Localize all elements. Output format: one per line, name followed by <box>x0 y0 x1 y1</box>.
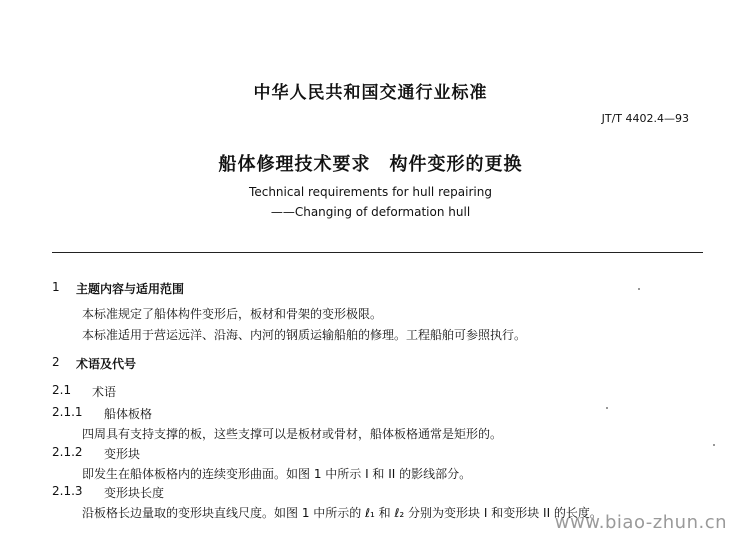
subsection-2-1-3-heading: 变形块长度 <box>104 486 165 500</box>
subsection-2-1-3-number: 2.1.3 <box>52 484 83 498</box>
section-1-heading: 主题内容与适用范围 <box>76 282 185 296</box>
subsection-2-1-heading: 术语 <box>92 385 117 399</box>
standard-organization: 中华人民共和国交通行业标准 <box>253 83 488 103</box>
section-1-paragraph-2: 本标准适用于营运远洋、沿海、内河的钢质运输船舶的修理。工程船舶可参照执行。 <box>82 328 527 342</box>
subsection-2-1-1-text: 四周具有支持支撑的板，这些支撑可以是板材或骨材，船体板格通常是矩形的。 <box>82 427 503 441</box>
header-divider <box>52 252 703 253</box>
scan-speck <box>606 407 608 409</box>
watermark: www.biao-zhun.cn <box>554 512 727 533</box>
scan-speck <box>713 444 715 446</box>
standard-code: JT/T 4402.4—93 <box>601 112 689 125</box>
subsection-2-1-2-heading: 变形块 <box>104 447 141 461</box>
section-2-number: 2 <box>52 355 60 369</box>
title-english-line1: Technical requirements for hull repairing <box>249 185 492 199</box>
section-1-paragraph-1: 本标准规定了船体构件变形后，板材和骨架的变形极限。 <box>82 307 383 321</box>
subsection-2-1-2-number: 2.1.2 <box>52 445 83 459</box>
title-chinese: 船体修理技术要求 构件变形的更换 <box>218 154 523 175</box>
subsection-2-1-number: 2.1 <box>52 383 72 397</box>
title-english-line2: ——Changing of deformation hull <box>270 205 471 219</box>
subsection-2-1-1-heading: 船体板格 <box>104 407 153 421</box>
section-1-number: 1 <box>52 280 60 294</box>
subsection-2-1-1-number: 2.1.1 <box>52 405 83 419</box>
subsection-2-1-3-text: 沿板格长边量取的变形块直线尺度。如图 1 中所示的 ℓ₁ 和 ℓ₂ 分别为变形块 I 和变形块 II 的长度。 <box>82 506 602 520</box>
section-2-heading: 术语及代号 <box>76 357 137 371</box>
scan-speck <box>638 288 640 290</box>
subsection-2-1-2-text: 即发生在船体板格内的连续变形曲面。如图 1 中所示 I 和 II 的影线部分。 <box>82 467 472 481</box>
